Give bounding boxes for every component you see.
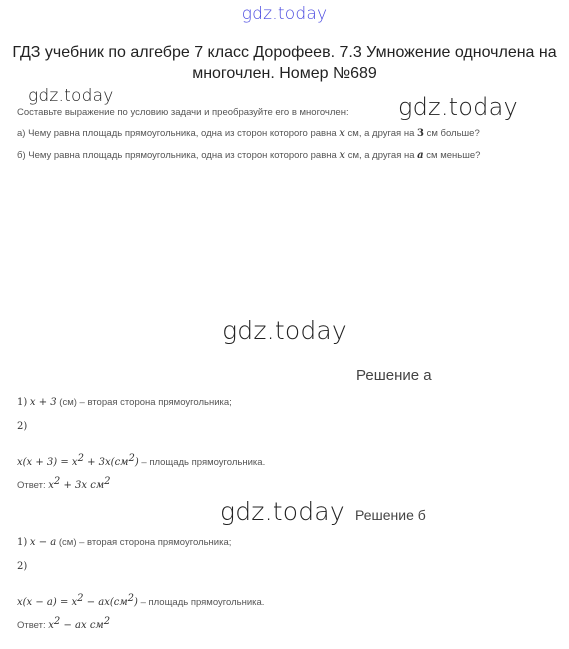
- task-b-mid: см, а другая на: [347, 150, 415, 161]
- solution-b-heading: Решение б: [355, 507, 426, 523]
- solution-b-eq-end: ): [134, 597, 138, 609]
- solution-a-equation: [17, 453, 265, 468]
- solution-b-step1-text: (см) – вторая сторона прямоугольника;: [58, 537, 232, 548]
- solution-b-answer-label: Ответ:: [17, 620, 46, 632]
- solution-a-answer: [17, 476, 110, 491]
- solution-a-step1: [17, 397, 232, 408]
- task-a-prefix: а) Чему равна площадь прямоугольника, одна из сторон которого равна: [17, 128, 337, 139]
- solution-b-step2-num: 2): [17, 561, 28, 572]
- solution-a-eq-sup1: 2: [77, 453, 84, 464]
- task-b-var: x: [339, 150, 346, 161]
- solution-a-step1-text: (см) – вторая сторона прямоугольника;: [59, 397, 232, 408]
- watermark-top: gdz.today: [241, 4, 328, 24]
- solution-a-eq-text: – площадь прямоугольника.: [141, 457, 266, 469]
- task-b-num: a: [417, 150, 424, 161]
- solution-a-eq-lhs: x(x + 3) = x: [17, 457, 78, 469]
- solution-b-step1: [17, 537, 231, 548]
- task-b-prefix: б) Чему равна площадь прямоугольника, одна из сторон которого равна: [17, 150, 337, 161]
- solution-b-eq-lhs: x(x − a) = x: [17, 597, 78, 609]
- task-b-suffix: см меньше?: [426, 150, 481, 161]
- task-a-num: 3: [417, 128, 424, 139]
- solution-b-eq-sup2: 2: [127, 593, 135, 604]
- solution-a-answer-sup1: 2: [53, 476, 61, 487]
- solution-a-answer-sup2: 2: [104, 476, 111, 487]
- task-intro: Составьте выражение по условию задачи и преобразуйте его в многочлен:: [17, 107, 349, 118]
- watermark-lower: gdz.today: [220, 497, 345, 526]
- watermark-middle: gdz.today: [222, 316, 347, 345]
- task-a-var: x: [339, 128, 345, 139]
- solution-b-answer-tail: − ax см: [60, 620, 104, 632]
- solution-b-equation: [17, 593, 264, 608]
- solution-b-answer: [17, 616, 110, 631]
- solution-a-heading: Решение а: [356, 367, 432, 384]
- solution-a-answer-tail: + 3x см: [60, 480, 105, 492]
- watermark-left: gdz.today: [28, 86, 114, 106]
- solution-a-answer-expr: x: [48, 480, 54, 492]
- solution-b-answer-sup2: 2: [103, 616, 111, 627]
- solution-a-step1-expr: x + 3: [29, 397, 57, 408]
- solution-a-answer-label: Ответ:: [17, 480, 46, 492]
- solution-a-step2-num: 2): [17, 421, 28, 432]
- watermark-right: gdz.today: [398, 93, 518, 121]
- solution-a-eq-sup2: 2: [128, 453, 135, 464]
- solution-a-step1-num: 1): [17, 397, 28, 408]
- page-title: ГДЗ учебник по алгебре 7 класс Дорофеев. 7.3 Умножение одночлена на многочлен. Номер №689: [12, 44, 557, 82]
- solution-b-answer-expr: x: [48, 620, 54, 632]
- task-a-suffix: см больше?: [426, 128, 480, 139]
- solution-b-eq-sup1: 2: [77, 593, 84, 604]
- solution-a-eq-end: ): [134, 457, 139, 469]
- solution-a-eq-mid: + 3x(см: [83, 457, 129, 469]
- solution-b-eq-text: – площадь прямоугольника.: [140, 597, 265, 609]
- task-a-mid: см, а другая на: [347, 128, 415, 139]
- task-a: [17, 128, 480, 139]
- solution-b-answer-sup1: 2: [53, 616, 61, 627]
- solution-b-step1-num: 1): [17, 537, 28, 548]
- solution-b-eq-mid: − ax(см: [83, 597, 128, 609]
- solution-b-step1-expr: x − a: [29, 537, 57, 548]
- task-b: [17, 150, 480, 161]
